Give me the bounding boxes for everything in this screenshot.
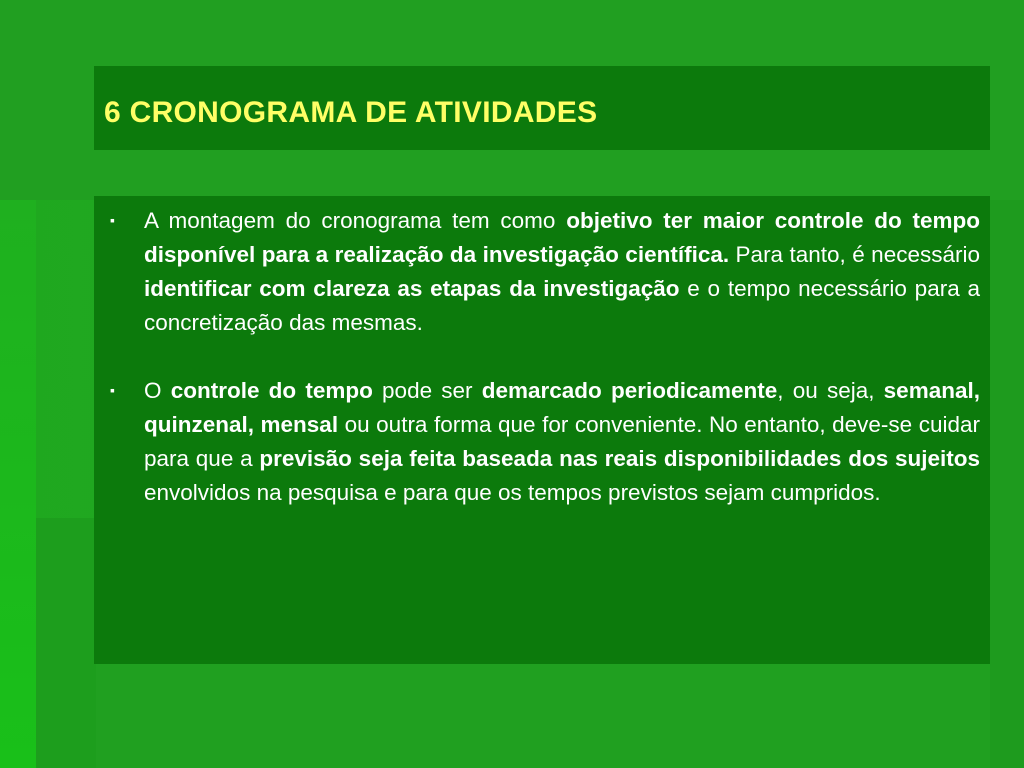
text-segment: pode ser (372, 378, 482, 403)
bullet-item (110, 204, 980, 340)
bullet-text (144, 208, 980, 335)
text-segment-bold: semanal, quinzenal, mensal (144, 378, 980, 437)
title-box (94, 66, 990, 150)
bullet-text (144, 378, 980, 505)
bullet-square-icon: ▪ (110, 212, 115, 228)
background-bottom (96, 664, 990, 768)
background-lower-right (990, 200, 1024, 768)
bullet-item (110, 374, 980, 510)
background-left-strip (0, 200, 36, 768)
bullet-square-icon: ▪ (110, 382, 115, 398)
text-segment-bold: objetivo ter maior controle do tempo disponível para a realização da investigação científica. (144, 208, 980, 267)
text-segment: O (144, 378, 171, 403)
slide-title: 6 CRONOGRAMA DE ATIVIDADES (104, 96, 598, 129)
text-segment: e o tempo necessário para a concretização das mesmas. (144, 276, 980, 335)
text-segment-bold: previsão seja feita baseada nas reais disponibilidades dos sujeitos (259, 446, 980, 471)
content-box (94, 196, 990, 664)
text-segment: A montagem do cronograma tem como (144, 208, 567, 233)
text-segment: Para tanto, é necessário (729, 242, 980, 267)
background-lower-left (36, 518, 96, 768)
text-segment: envolvidos na pesquisa e para que os tempos previstos sejam cumpridos. (144, 480, 881, 505)
text-segment: , ou seja, (777, 378, 884, 403)
text-segment-bold: controle do tempo (170, 378, 373, 403)
text-segment: ou outra forma que for conveniente. No entanto, deve-se cuidar para que a (144, 412, 980, 471)
text-segment-bold: demarcado periodicamente (481, 378, 778, 403)
text-segment-bold: identificar com clareza as etapas da investigação (144, 276, 680, 301)
bullet-list (110, 204, 980, 544)
